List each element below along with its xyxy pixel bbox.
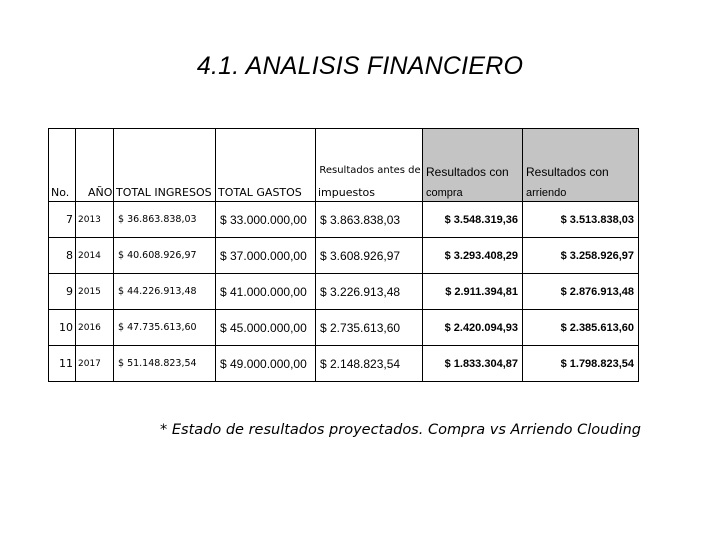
cell-no: 10: [49, 310, 76, 346]
cell-rental: $ 2.385.613,60: [523, 310, 639, 346]
header-year: AÑO: [76, 129, 114, 202]
header-results-rental: [523, 129, 639, 202]
cell-income: $ 51.148.823,54: [114, 346, 216, 382]
header-total-income: TOTAL INGRESOS: [114, 129, 216, 202]
header-rental-line1: Resultados con: [526, 165, 609, 179]
header-pretax-line2: impuestos: [318, 186, 375, 199]
cell-pretax: $ 3.608.926,97: [316, 238, 423, 274]
header-pretax-results: [316, 129, 423, 202]
header-rental-line2: arriendo: [526, 187, 567, 199]
cell-purchase: $ 2.420.094,93: [423, 310, 523, 346]
financial-analysis-table: [48, 128, 639, 382]
cell-no: 9: [49, 274, 76, 310]
cell-no: 11: [49, 346, 76, 382]
header-no: No.: [49, 129, 76, 202]
cell-year: 2015: [76, 274, 114, 310]
cell-purchase: $ 3.548.319,36: [423, 202, 523, 238]
cell-pretax: $ 3.226.913,48: [316, 274, 423, 310]
cell-income: $ 40.608.926,97: [114, 238, 216, 274]
cell-expenses: $ 37.000.000,00: [216, 238, 316, 274]
cell-year: 2016: [76, 310, 114, 346]
cell-rental: $ 2.876.913,48: [523, 274, 639, 310]
table-row: [49, 238, 639, 274]
page-title: 4.1. ANALISIS FINANCIERO: [196, 52, 524, 80]
cell-expenses: $ 45.000.000,00: [216, 310, 316, 346]
cell-expenses: $ 33.000.000,00: [216, 202, 316, 238]
cell-pretax: $ 3.863.838,03: [316, 202, 423, 238]
cell-year: 2014: [76, 238, 114, 274]
header-pretax-line1: Resultados antes de: [319, 165, 421, 176]
cell-pretax: $ 2.148.823,54: [316, 346, 423, 382]
header-results-purchase: [423, 129, 523, 202]
header-purchase-line1: Resultados con: [426, 165, 509, 179]
header-total-expenses: TOTAL GASTOS: [216, 129, 316, 202]
cell-purchase: $ 3.293.408,29: [423, 238, 523, 274]
table-row: [49, 202, 639, 238]
cell-income: $ 44.226.913,48: [114, 274, 216, 310]
cell-expenses: $ 41.000.000,00: [216, 274, 316, 310]
cell-expenses: $ 49.000.000,00: [216, 346, 316, 382]
cell-year: 2013: [76, 202, 114, 238]
cell-rental: $ 3.258.926,97: [523, 238, 639, 274]
header-purchase-line2: compra: [426, 187, 463, 199]
footnote: * Estado de resultados proyectados. Compra vs Arriendo Clouding: [160, 422, 641, 438]
cell-purchase: $ 2.911.394,81: [423, 274, 523, 310]
table-row: [49, 274, 639, 310]
table-row: [49, 346, 639, 382]
table-header-row: [49, 129, 639, 202]
cell-no: 7: [49, 202, 76, 238]
cell-no: 8: [49, 238, 76, 274]
cell-pretax: $ 2.735.613,60: [316, 310, 423, 346]
table-row: [49, 310, 639, 346]
cell-purchase: $ 1.833.304,87: [423, 346, 523, 382]
cell-rental: $ 1.798.823,54: [523, 346, 639, 382]
cell-rental: $ 3.513.838,03: [523, 202, 639, 238]
cell-income: $ 47.735.613,60: [114, 310, 216, 346]
cell-income: $ 36.863.838,03: [114, 202, 216, 238]
cell-year: 2017: [76, 346, 114, 382]
